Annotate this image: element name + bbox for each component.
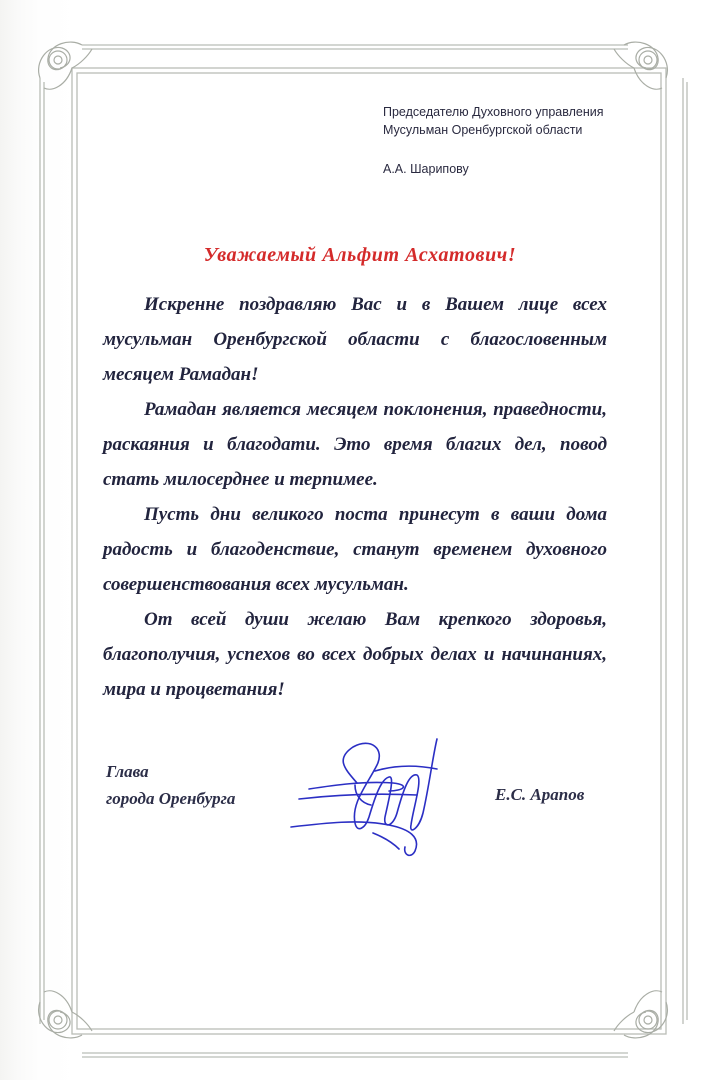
handwritten-signature [285,725,455,865]
letter-body [103,287,607,707]
recipient-block [383,103,604,178]
recipient-line-1: Председателю Духовного управления [383,105,604,119]
recipient-line-2: Мусульман Оренбургской области [383,123,583,137]
paragraph-1: Искренне поздравляю Вас и в Вашем лице всех мусульман Оренбургской области с благословенным месяцем Рамадан! [103,294,607,385]
paragraph-4: От всей души желаю Вам крепкого здоровья, благополучия, успехов во всех добрых делах и начинаниях, мира и процветания! [103,609,607,700]
recipient-name: А.А. Шарипову [383,162,469,176]
paragraph-2: Рамадан является месяцем поклонения, праведности, раскаяния и благодати. Это время благих дел, повод стать милосерднее и терпимее. [103,399,607,490]
signatory-name: Е.С. Арапов [495,785,585,804]
corner-ornament-bottom-left [39,991,92,1038]
signatory-title-line-1: Глава [106,762,149,781]
paragraph-3: Пусть дни великого поста принесут в ваши дома радость и благоденствие, станут временем духовного совершенствования всех мусульман. [103,504,607,595]
corner-ornament-bottom-right [614,991,667,1038]
salutation: Уважаемый Альфит Асхатович! [203,244,517,266]
signatory-title [106,758,235,812]
signatory-title-line-2: города Оренбурга [106,789,236,808]
